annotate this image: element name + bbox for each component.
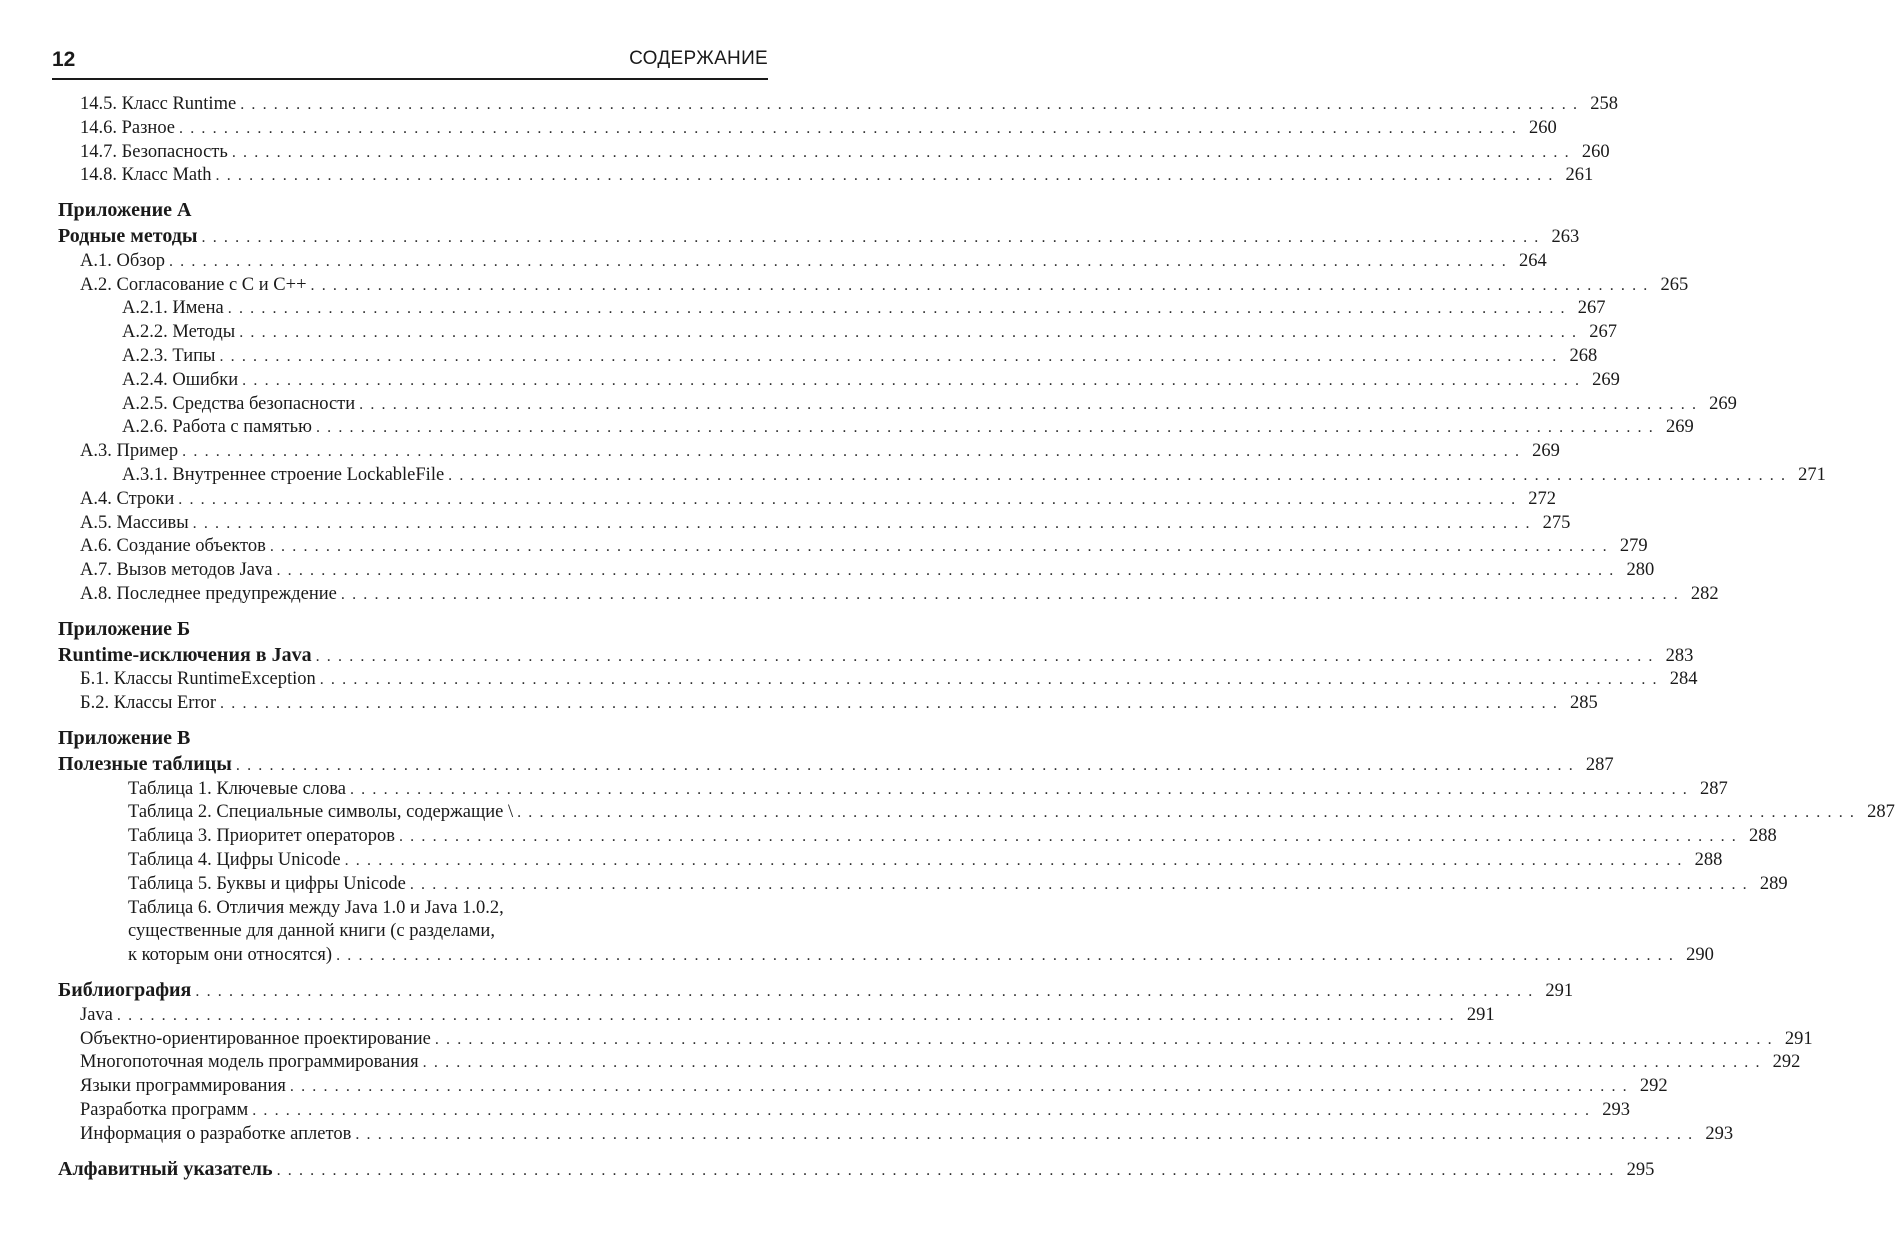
toc-entry-page: 282 — [1690, 584, 1719, 604]
dot-leader: ........................................................................................................................ — [219, 348, 1564, 365]
toc-entry-page: 295 — [1626, 1159, 1655, 1180]
toc-entry — [80, 1123, 1734, 1145]
toc-entry — [80, 274, 1689, 296]
toc-entry-title: А.2.2. Методы — [122, 322, 236, 343]
toc-entry-title: Таблица 4. Цифры Unicode — [128, 850, 341, 870]
dot-leader: ........................................................................................................................ — [355, 1125, 1700, 1143]
toc-entry-page: 279 — [1619, 536, 1648, 557]
toc-entry — [128, 826, 1777, 847]
toc-entry-title: А.2.4. Ошибки — [122, 369, 239, 390]
dot-leader: ........................................................................................................................ — [201, 229, 1546, 246]
toc-entry-title: А.2. Согласование с С и С++ — [80, 274, 307, 295]
dot-leader: ........................................................................................................................ — [168, 252, 1513, 270]
toc-entry-title: Объектно-ориентированное проектирование — [80, 1028, 431, 1049]
dot-leader: ........................................................................................................................ — [517, 804, 1862, 822]
toc-entry — [80, 1004, 1495, 1026]
toc-entry-title: А.6. Создание объектов — [80, 536, 266, 557]
toc-entry — [80, 441, 1560, 462]
toc-entry-title: Информация о разработке аплетов — [80, 1123, 352, 1144]
dot-leader: ........................................................................................................................ — [240, 96, 1585, 113]
dot-leader: ........................................................................................................................ — [434, 1030, 1779, 1048]
toc-entry-page: 290 — [1686, 945, 1714, 966]
toc-heading — [58, 618, 770, 641]
toc-entry-title: А.4. Строки — [80, 488, 175, 509]
dot-leader: ........................................................................................................................ — [336, 947, 1681, 965]
dot-leader: ........................................................................................................................ — [448, 467, 1793, 484]
dot-leader: ........................................................................................................................ — [195, 983, 1540, 1000]
dot-leader: ........................................................................................................................ — [269, 538, 1614, 556]
toc-entry-title: Библиография — [58, 979, 192, 1001]
toc-entry-title: Приложение Б — [58, 617, 191, 640]
toc-entry — [80, 488, 1557, 510]
toc-entry-title: 14.6. Разное — [80, 117, 176, 138]
toc-entry — [80, 141, 1610, 163]
toc-entry-page: 293 — [1705, 1123, 1734, 1144]
toc-entry-title: Алфавитный указатель — [58, 1157, 273, 1180]
toc-entry-page: 287 — [1867, 802, 1895, 823]
toc-entry-page: 267 — [1577, 298, 1606, 319]
toc-entry-page: 261 — [1565, 165, 1594, 186]
toc-entry-page: 292 — [1772, 1052, 1801, 1073]
dot-leader: ........................................................................................................................ — [192, 514, 1537, 532]
dot-leader: ........................................................................................................................ — [227, 300, 1572, 318]
dot-leader: ........................................................................................................................ — [215, 167, 1560, 185]
toc-entry — [128, 945, 1714, 966]
toc-entry-page: 285 — [1570, 693, 1598, 714]
toc-entry-title: 14.8. Класс Math — [80, 165, 212, 186]
dot-leader: ........................................................................................................................ — [315, 647, 1660, 665]
dot-leader: ........................................................................................................................ — [349, 780, 1694, 798]
toc-entry-title: Разработка программ — [80, 1100, 249, 1120]
toc-entry-page: 287 — [1585, 754, 1614, 775]
toc-entry-page: 258 — [1590, 94, 1618, 114]
toc-entry-title: Таблица 2. Специальные символы, содержащие \ — [128, 802, 514, 823]
toc-entry-page: 272 — [1528, 488, 1557, 509]
toc-entry-title: Приложение А — [58, 199, 192, 222]
toc-entry-title: Языки программирования — [80, 1076, 286, 1097]
toc-entry-title: А.7. Вызов методов Java — [80, 560, 273, 581]
dot-leader: ........................................................................................................................ — [242, 371, 1587, 389]
toc-entry — [128, 850, 1723, 871]
toc-heading — [58, 752, 1614, 776]
running-head: СОДЕРЖАНИЕ — [629, 48, 768, 69]
toc-entry-title: Многопоточная модель программирования — [80, 1052, 419, 1073]
toc-entry-page: 271 — [1798, 465, 1826, 485]
dot-leader: ........................................................................................................................ — [276, 1161, 1621, 1179]
toc-entry-page: 292 — [1639, 1076, 1668, 1097]
toc-entry-page: 260 — [1529, 117, 1557, 138]
dot-leader: ........................................................................................................................ — [116, 1006, 1461, 1024]
toc-entry-title: А.1. Обзор — [80, 250, 165, 271]
toc-entry-title: А.3. Пример — [80, 441, 179, 462]
dot-leader: ........................................................................................................................ — [276, 562, 1621, 580]
toc-entry — [128, 778, 1728, 800]
toc-entry-title: Таблица 1. Ключевые слова — [128, 778, 346, 799]
toc-heading — [58, 727, 770, 750]
toc-entry-page: 284 — [1669, 669, 1698, 690]
toc-entry-page: 293 — [1602, 1100, 1630, 1120]
toc-entry — [80, 1100, 1630, 1121]
dot-leader: ........................................................................................................................ — [289, 1078, 1634, 1096]
toc-entry-page: 291 — [1466, 1004, 1495, 1025]
toc-entry — [80, 560, 1655, 581]
toc-entry — [122, 298, 1606, 319]
toc-entry-title: к которым они относятся) — [128, 945, 333, 966]
toc-entry-title: Runtime-исключения в Java — [58, 643, 312, 666]
toc-entry-page: 265 — [1660, 274, 1689, 295]
toc-heading — [58, 979, 1574, 1002]
toc-heading — [58, 225, 1580, 248]
toc-entry-page: 289 — [1759, 873, 1788, 894]
toc-entry-title: Таблица 6. Отличия между Java 1.0 и Java 1.0.2, — [128, 897, 504, 918]
toc-entry-page: 288 — [1694, 850, 1723, 870]
toc-entry-title: А.8. Последнее предупреждение — [80, 584, 337, 604]
toc-entry-title: существенные для данной книги (с разделами, — [128, 921, 495, 942]
dot-leader: ........................................................................................................................ — [340, 586, 1685, 603]
toc-entry-page: 269 — [1532, 441, 1560, 462]
toc-entry — [80, 165, 1594, 186]
toc-entry — [128, 898, 770, 919]
toc-entry-title: Б.1. Классы RuntimeException — [80, 669, 316, 690]
toc-entry-title: 14.5. Класс Runtime — [80, 94, 237, 114]
toc-entry — [80, 1028, 1813, 1050]
toc-entry — [128, 873, 1788, 895]
toc-entry-title: А.3.1. Внутреннее строение LockableFile — [122, 465, 445, 485]
dot-leader: ........................................................................................................................ — [409, 875, 1754, 893]
toc-entry — [122, 346, 1598, 367]
toc-heading — [58, 643, 1694, 667]
toc-entry-page: 287 — [1699, 778, 1728, 799]
toc-entry-page: 275 — [1542, 512, 1571, 533]
toc-entry-title: А.2.1. Имена — [122, 298, 224, 319]
toc-heading — [58, 1157, 1655, 1181]
toc-entry-title: А.2.6. Работа с памятью — [122, 417, 312, 438]
toc-entry — [80, 1052, 1801, 1073]
toc-entry-title: А.2.3. Типы — [122, 346, 216, 366]
dot-leader: ........................................................................................................................ — [359, 395, 1704, 413]
dot-leader: ........................................................................................................................ — [178, 490, 1523, 508]
toc-entry-title: Б.2. Классы Error — [80, 693, 217, 714]
dot-leader: ........................................................................................................................ — [239, 324, 1584, 342]
toc-entry-page: 283 — [1665, 645, 1694, 666]
dot-leader: ........................................................................................................................ — [179, 119, 1524, 137]
toc-entry-page: 291 — [1784, 1028, 1813, 1049]
dot-leader: ........................................................................................................................ — [422, 1054, 1767, 1072]
toc-entry-title: Родные методы — [58, 225, 198, 247]
toc-entry-title: 14.7. Безопасность — [80, 141, 228, 162]
toc-entry — [80, 117, 1557, 139]
toc-entry — [80, 250, 1547, 272]
toc-entry-page: 269 — [1592, 369, 1620, 390]
dot-leader: ........................................................................................................................ — [182, 443, 1527, 461]
toc-entry-title: Java — [80, 1004, 113, 1025]
toc-entry-page: 267 — [1589, 322, 1617, 343]
toc-entry — [122, 465, 1826, 486]
toc-entry — [128, 921, 770, 942]
dot-leader: ........................................................................................................................ — [315, 419, 1660, 437]
toc-entry-page: 263 — [1551, 227, 1580, 247]
toc-entry-page: 280 — [1626, 560, 1655, 581]
toc-entry — [80, 669, 1698, 690]
toc-entry-title: Таблица 3. Приоритет операторов — [128, 826, 395, 847]
toc-entry-title: Таблица 5. Буквы и цифры Unicode — [128, 873, 406, 894]
toc-entry — [128, 802, 1895, 823]
toc-entry-title: Полезные таблицы — [58, 752, 232, 775]
toc-entry-page: 269 — [1709, 393, 1737, 414]
toc-entry-page: 268 — [1569, 346, 1598, 366]
dot-leader: ........................................................................................................................ — [235, 756, 1580, 774]
toc-entry-title: А.5. Массивы — [80, 512, 189, 533]
toc-entry — [80, 1076, 1668, 1097]
dot-leader: ........................................................................................................................ — [310, 276, 1655, 294]
dot-leader: ........................................................................................................................ — [398, 828, 1743, 846]
toc-entry — [80, 584, 1719, 605]
dot-leader: ........................................................................................................................ — [344, 852, 1689, 869]
toc-entry-page: 291 — [1545, 981, 1574, 1001]
page-number: 12 — [52, 48, 76, 71]
dot-leader: ........................................................................................................................ — [319, 671, 1664, 689]
toc-entry-page: 269 — [1665, 417, 1694, 438]
toc-entry — [122, 393, 1737, 415]
toc-entry — [122, 417, 1694, 438]
dot-leader: ........................................................................................................................ — [220, 695, 1565, 713]
toc-entry-title: А.2.5. Средства безопасности — [122, 393, 356, 414]
toc-entry — [80, 536, 1648, 557]
toc-entry-title: Приложение В — [58, 727, 191, 749]
toc-entry — [80, 512, 1571, 534]
toc-entry — [122, 322, 1617, 343]
toc-entry — [80, 94, 1618, 115]
dot-leader: ........................................................................................................................ — [231, 143, 1576, 161]
toc-entry-page: 288 — [1748, 826, 1777, 847]
toc-entry-page: 260 — [1581, 141, 1610, 162]
toc-entry — [80, 693, 1598, 714]
toc-entry — [122, 369, 1620, 391]
dot-leader: ........................................................................................................................ — [252, 1102, 1597, 1119]
toc-heading — [58, 199, 770, 222]
toc-entry-page: 264 — [1518, 250, 1547, 271]
